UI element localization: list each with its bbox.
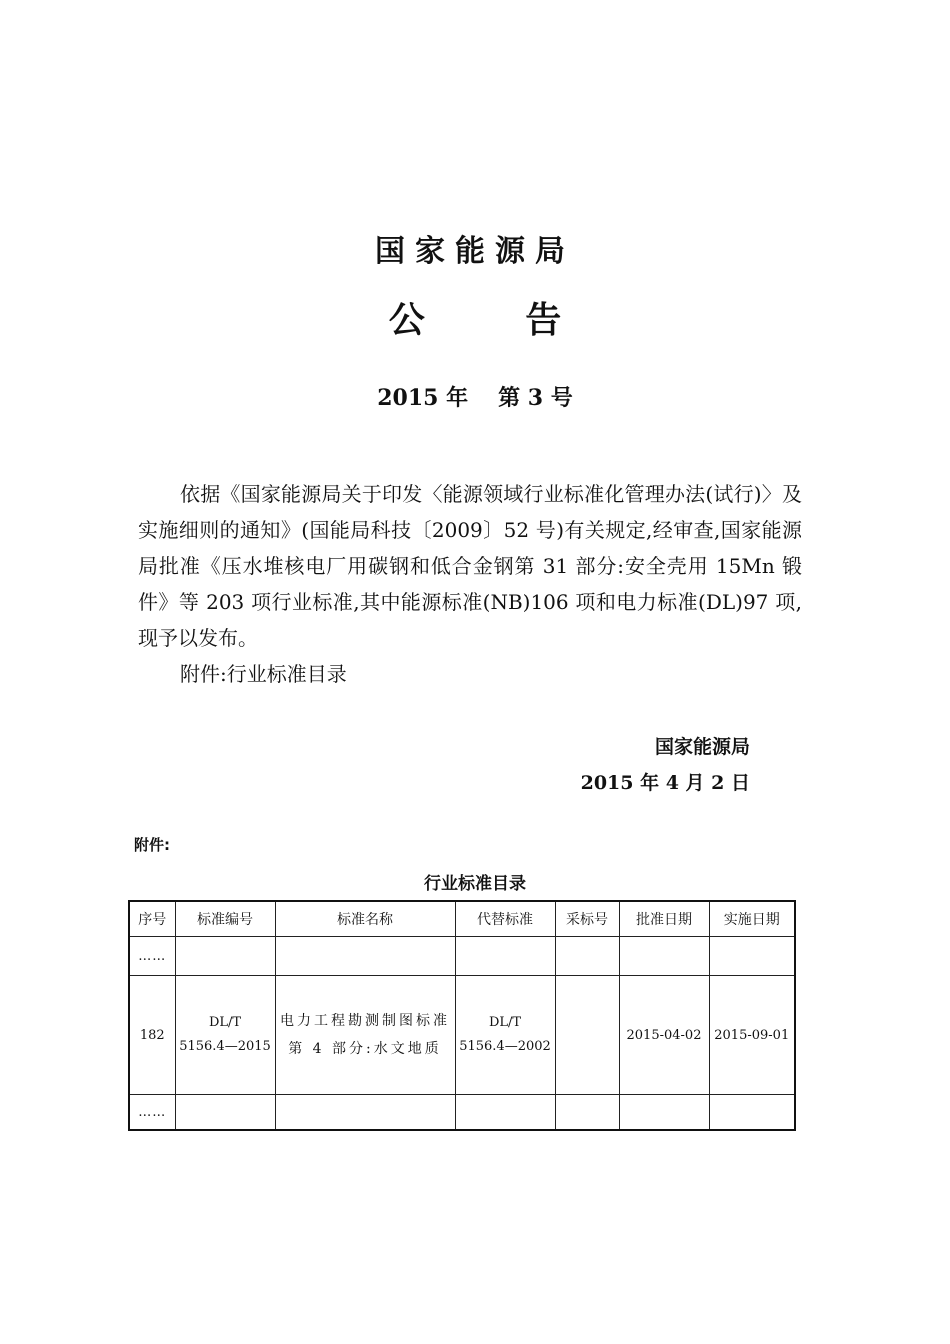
seq-cell: 182	[129, 976, 175, 1095]
column-header: 实施日期	[709, 901, 795, 937]
column-header: 采标号	[555, 901, 619, 937]
name-cell: 电力工程勘测制图标准 第 4 部分:水文地质	[275, 976, 455, 1095]
issue-number	[0, 381, 950, 412]
column-header: 序号	[129, 901, 175, 937]
column-header: 标准名称	[275, 901, 455, 937]
replaces-cell	[455, 976, 555, 1095]
announcement-paragraph: 依据《国家能源局关于印发〈能源领域行业标准化管理办法(试行)〉及实施细则的通知》(国能局科技〔2009〕52 号)有关规定,经审查,国家能源局批准《压水堆核电厂用碳钢和低合金钢第 31 部分:安全壳用 15Mn 锻件》等 203 项行业标准,其中能源标准(NB)106 项和电力标准(DL)97 项,现予以发布。	[138, 482, 802, 650]
approval-date-cell: 2015-04-02	[619, 976, 709, 1095]
ellipsis-cell: ……	[129, 1095, 175, 1131]
adopted-cell	[555, 976, 619, 1095]
table-row	[129, 1095, 795, 1131]
issue-year: 2015 年	[377, 385, 469, 411]
code-cell	[175, 976, 275, 1095]
replaces-prefix: DL/T	[488, 1015, 522, 1030]
code-number: 5156.4—2015	[179, 1039, 271, 1054]
attachment-label: 附件:	[134, 836, 170, 854]
effective-date-cell: 2015-09-01	[709, 976, 795, 1095]
table-row	[129, 937, 795, 976]
document-type: 公 告	[388, 300, 606, 341]
ellipsis-cell: ……	[129, 937, 175, 976]
column-header: 代替标准	[455, 901, 555, 937]
table-row	[129, 976, 795, 1095]
standards-table	[128, 900, 796, 1131]
signature-date: 2015 年 4 月 2 日	[580, 772, 750, 794]
issuing-agency: 国家能源局	[375, 234, 575, 269]
replaces-number: 5156.4—2002	[459, 1039, 551, 1054]
table-title: 行业标准目录	[424, 874, 526, 894]
signature-org: 国家能源局	[654, 736, 750, 758]
code-prefix: DL/T	[208, 1015, 242, 1030]
column-header: 批准日期	[619, 901, 709, 937]
issue-no: 第 3 号	[498, 385, 573, 411]
table-header-row	[129, 901, 795, 937]
column-header: 标准编号	[175, 901, 275, 937]
attachment-reference: 附件:行业标准目录	[180, 662, 347, 686]
